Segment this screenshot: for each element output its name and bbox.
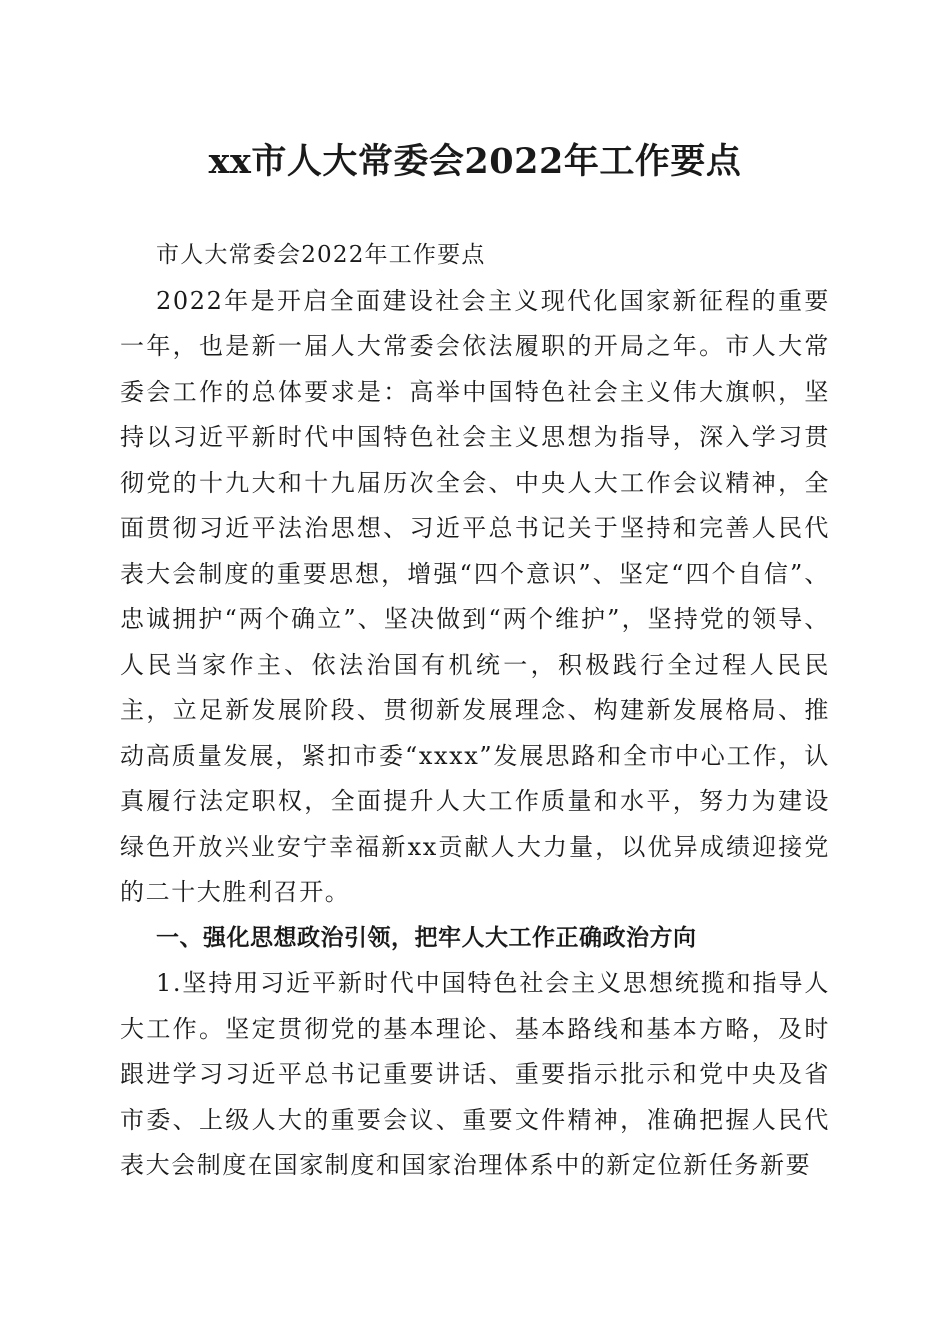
section-item-paragraph: 1.坚持用习近平新时代中国特色社会主义思想统揽和指导人大工作。坚定贯彻党的基本理论、基本路线和基本方略，及时跟进学习习近平总书记重要讲话、重要指示批示和党中央及省市委、上级人大的重要会议、重要文件精神，准确把握人民代表大会制度在国家制度和国家治理体系中的新定位新任务新要: [120, 969, 830, 1179]
intro-paragraph: 2022年是开启全面建设社会主义现代化国家新征程的重要一年，也是新一届人大常委会依法履职的开局之年。市人大常委会工作的总体要求是：高举中国特色社会主义伟大旗帜，坚持以习近平新时代中国特色社会主义思想为指导，深入学习贯彻党的十九大和十九届历次全会、中央人大工作会议精神，全面贯彻习近平法治思想、习近平总书记关于坚持和完善人民代表大会制度的重要思想，增强“四个意识”、坚定“四个自信”、忠诚拥护“两个确立”、坚决做到“两个维护”，坚持党的领导、人民当家作主、依法治国有机统一，积极践行全过程人民民主，立足新发展阶段、贯彻新发展理念、构建新发展格局、推动高质量发展，紧扣市委“xxxx”发展思路和全市中心工作，认真履行法定职权，全面提升人大工作质量和水平，努力为建设绿色开放兴业安宁幸福新xx贡献人大力量，以优异成绩迎接党的二十大胜利召开。: [120, 286, 830, 906]
document-body: [120, 233, 830, 1189]
document-subtitle: 市人大常委会2022年工作要点: [156, 242, 486, 268]
document-title: xx市人大常委会2022年工作要点: [208, 141, 742, 182]
section-heading: 一、强化思想政治引领，把牢人大工作正确政治方向: [156, 924, 697, 951]
